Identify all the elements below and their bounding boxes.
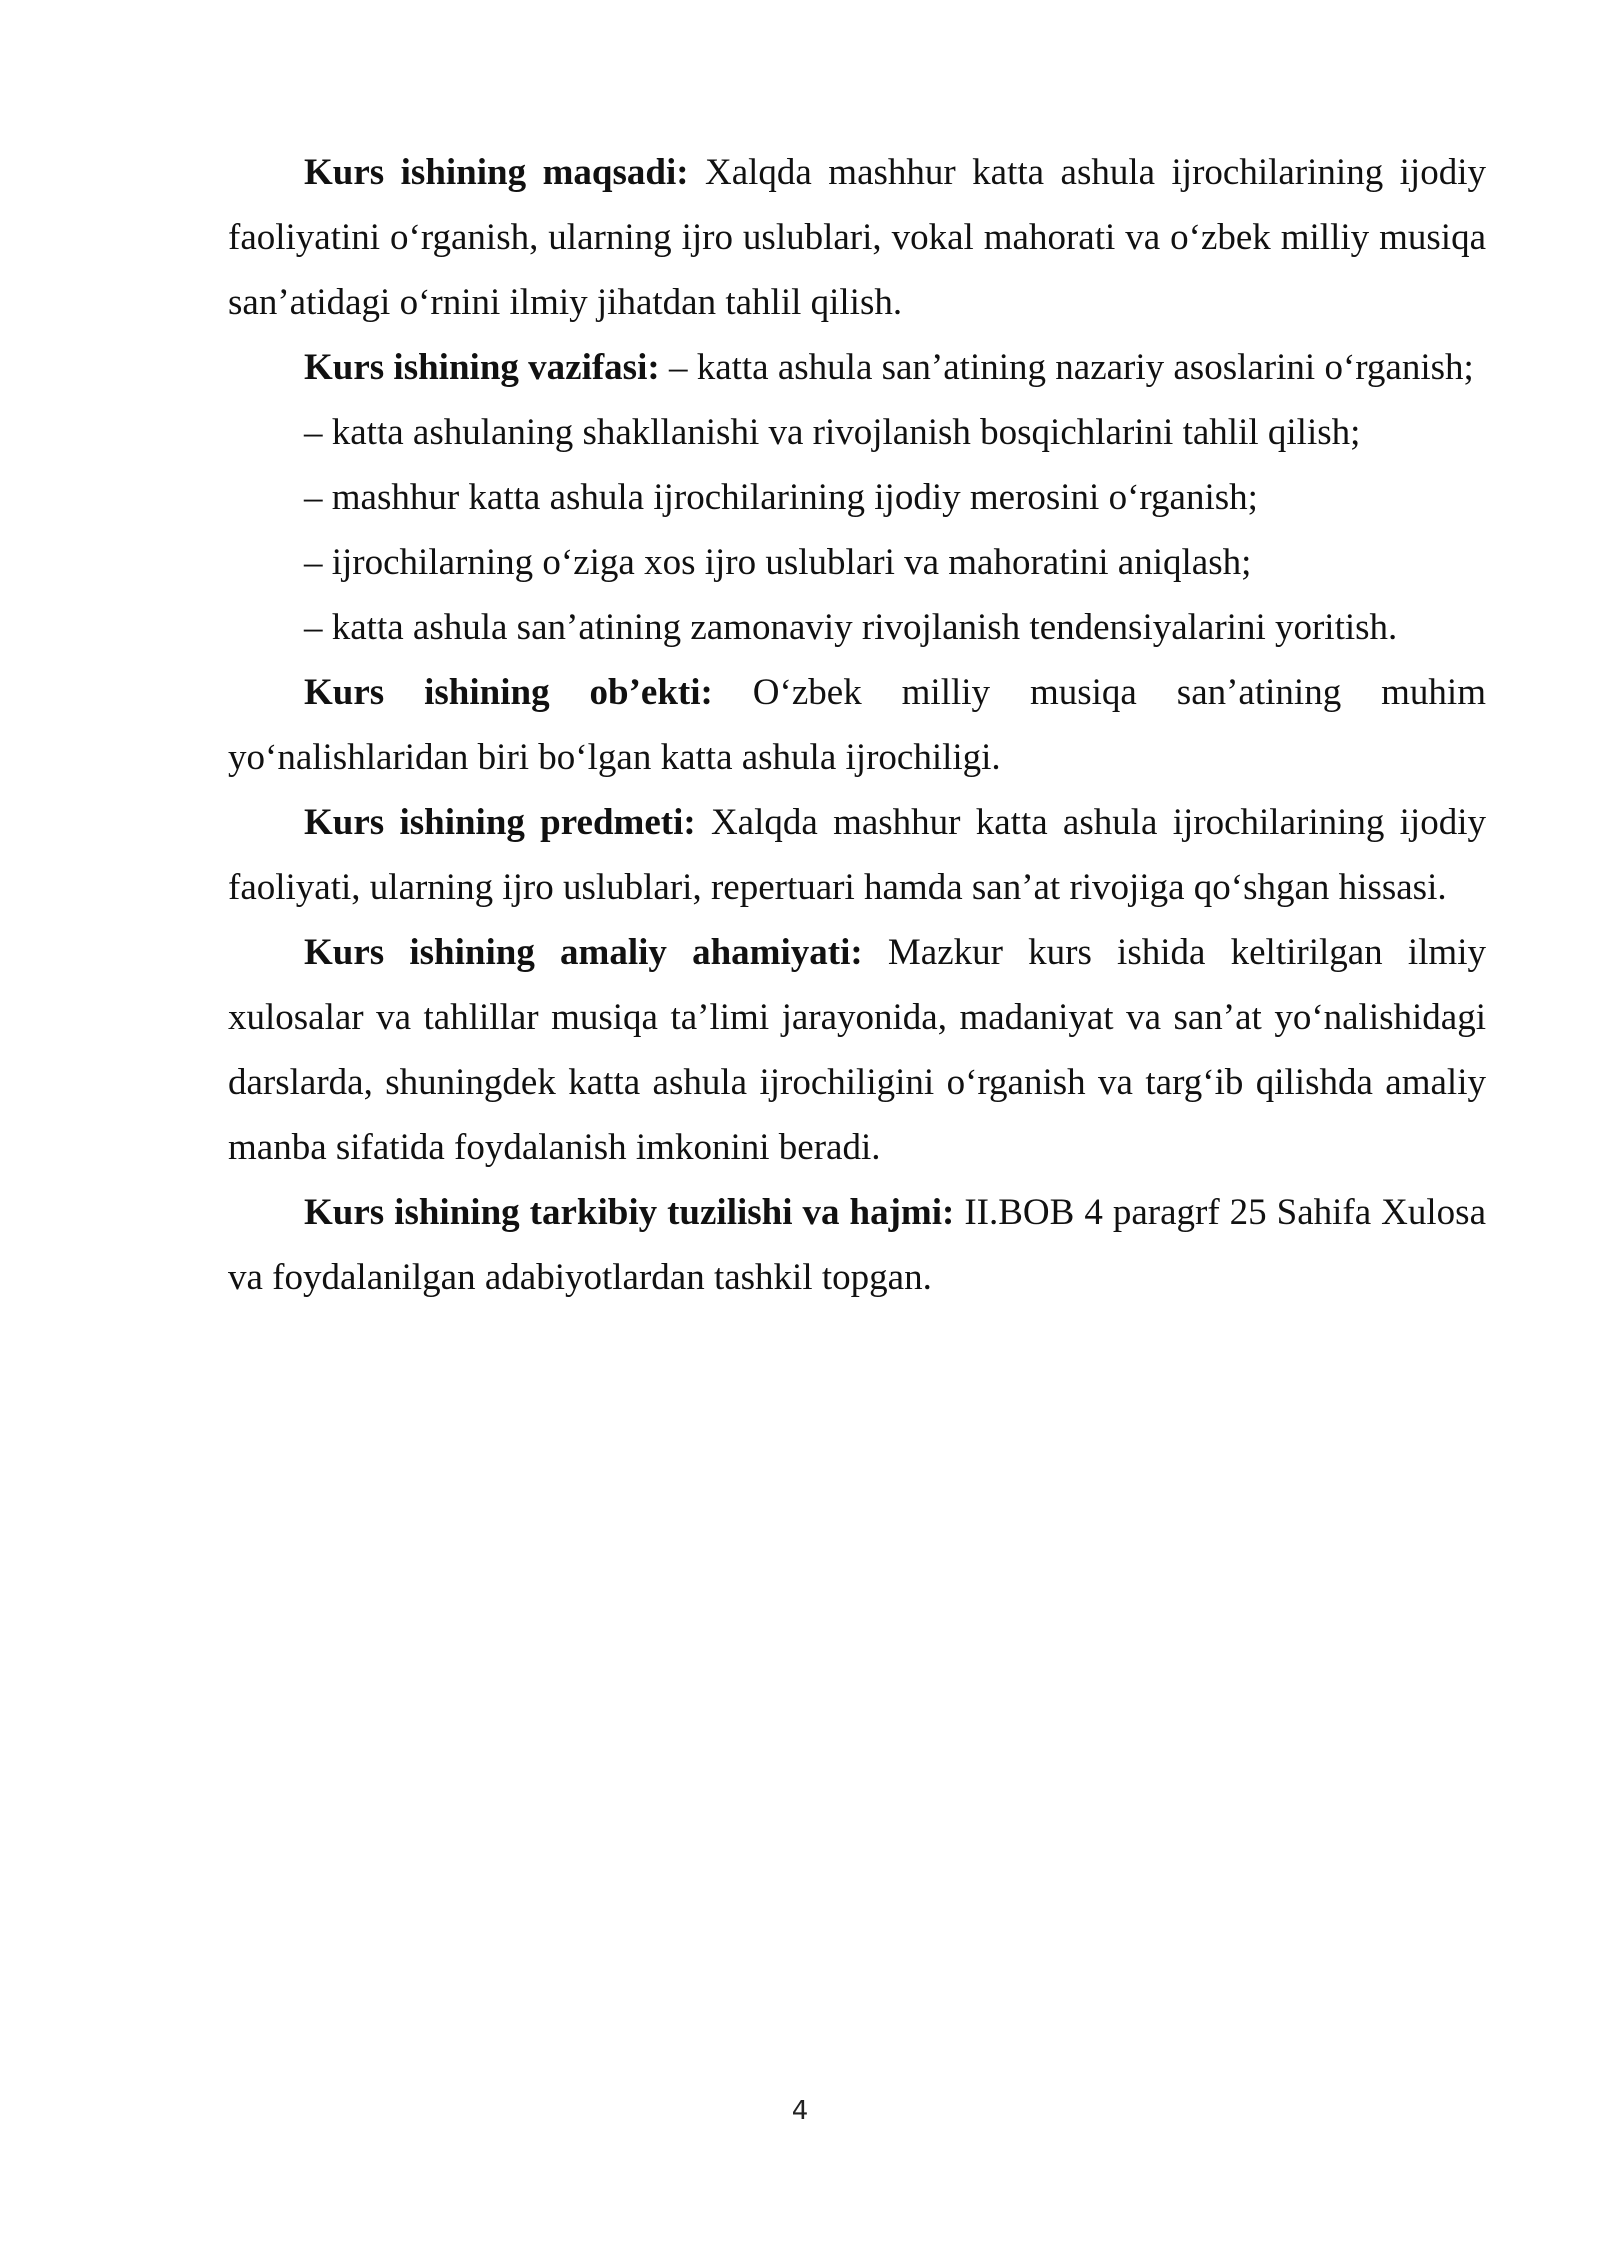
paragraph-text: Xalqda mashhur katta ashula ijrochilarining ijodiy faoliyatini o‘rganish, ularning ijro uslublari, vokal mahorati va o‘zbek milliy musiqa san’atidagi o‘rnini ilmiy jihatdan tahlil qilish.: [228, 152, 1486, 323]
task-item-text: – katta ashula san’atining zamonaviy rivojlanish tendensiyalarini yoritish.: [304, 607, 1398, 648]
paragraph-text: O‘zbek milliy musiqa san’atining muhim yo‘nalishlaridan biri bo‘lgan katta ashula ijrochiligi.: [228, 672, 1486, 778]
paragraph-text: Xalqda mashhur katta ashula ijrochilarining ijodiy faoliyati, ularning ijro uslublari, repertuari hamda san’at rivojiga qo‘shgan hissasi.: [228, 802, 1486, 908]
paragraph-structure: [228, 1180, 1486, 1310]
task-item-text: – mashhur katta ashula ijrochilarining ijodiy merosini o‘rganish;: [304, 477, 1258, 518]
paragraph-lead: Kurs ishining vazifasi:: [304, 347, 660, 388]
task-item-text: – katta ashulaning shakllanishi va rivojlanish bosqichlarini tahlil qilish;: [304, 412, 1361, 453]
paragraph-practical-importance: [228, 920, 1486, 1180]
task-item: [228, 530, 1486, 595]
paragraph-text: II.BOB 4 paragrf 25 Sahifa Xulosa va foydalanilgan adabiyotlardan tashkil topgan.: [228, 1192, 1486, 1298]
task-item: [228, 400, 1486, 465]
task-item: [228, 465, 1486, 530]
paragraph-tasks: [228, 335, 1486, 400]
paragraph-object: [228, 660, 1486, 790]
page-number: 4: [791, 2096, 809, 2126]
paragraph-subject: [228, 790, 1486, 920]
paragraph-lead: Kurs ishining maqsadi:: [304, 152, 689, 193]
paragraph-lead: Kurs ishining tarkibiy tuzilishi va hajmi:: [304, 1192, 955, 1233]
paragraph-lead: Kurs ishining predmeti:: [304, 802, 696, 843]
paragraph-lead: Kurs ishining amaliy ahamiyati:: [304, 932, 863, 973]
paragraph-goal: [228, 140, 1486, 335]
paragraph-text: Mazkur kurs ishida keltirilgan ilmiy xulosalar va tahlillar musiqa ta’limi jarayonida, madaniyat va san’at yo‘nalishidagi darslarda, shuningdek katta ashula ijrochiligini o‘rganish va targ‘ib qilishda amaliy manba sifatida foydalanish imkonini beradi.: [228, 932, 1486, 1168]
task-item: [228, 595, 1486, 660]
paragraph-text: – katta ashula san’atining nazariy asoslarini o‘rganish;: [659, 347, 1474, 388]
task-item-text: – ijrochilarning o‘ziga xos ijro uslublari va mahoratini aniqlash;: [304, 542, 1252, 583]
document-body: [228, 140, 1486, 1310]
paragraph-lead: Kurs ishining ob’ekti:: [304, 672, 713, 713]
